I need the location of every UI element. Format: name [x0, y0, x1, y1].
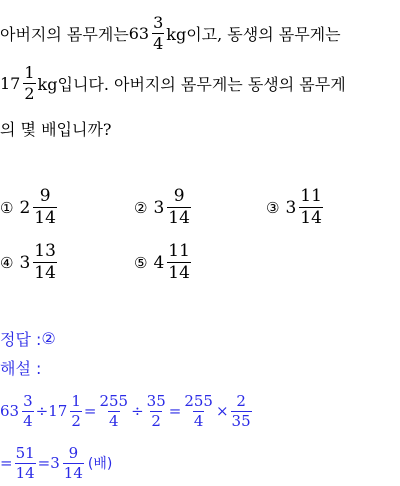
fraction-numerator: 9 [68, 443, 79, 462]
fraction-denominator: 14 [34, 263, 56, 283]
mixed-number-whole: 4 [153, 252, 165, 273]
question-line-3 [0, 116, 112, 140]
fraction-denominator: 4 [108, 411, 119, 430]
fraction [22, 391, 34, 430]
option-3[interactable] [266, 188, 325, 227]
fraction-denominator: 2 [71, 411, 81, 430]
answer-label: 정답 : [0, 329, 42, 349]
fraction [70, 391, 82, 430]
mixed-number-whole: 17 [48, 402, 68, 420]
option-1[interactable] [0, 188, 59, 227]
fraction-denominator: 14 [63, 463, 83, 482]
question-text-3: 의 몇 배입니까? [0, 119, 112, 139]
mixed-number-whole: 63 [0, 402, 20, 420]
equals-sign: = [83, 402, 97, 420]
fraction [23, 62, 35, 103]
fraction-denominator: 14 [168, 208, 190, 228]
fraction-denominator: 4 [23, 411, 33, 430]
explanation-equation-1 [0, 388, 254, 434]
equals-sign: = [168, 402, 182, 420]
fraction-numerator: 1 [24, 62, 35, 82]
fraction [152, 12, 164, 53]
question-line-2 [0, 60, 346, 106]
mixed-number-whole: 2 [19, 197, 31, 218]
option-mark: ② [134, 198, 148, 217]
unit-label: (배) [87, 456, 113, 472]
fraction [63, 443, 84, 482]
fraction-numerator: 13 [34, 241, 56, 261]
question-text-2b: kg입니다. 아버지의 몸무게는 동생의 몸무게 [37, 74, 346, 94]
option-5[interactable] [134, 243, 193, 282]
divide-operator: ÷ [35, 402, 49, 420]
mixed-number-whole: 3 [50, 454, 60, 472]
fraction [183, 391, 214, 430]
fraction-denominator: 2 [24, 83, 35, 103]
fraction-numerator: 255 [184, 391, 213, 410]
fraction-numerator: 255 [99, 391, 129, 410]
fraction-numerator: 11 [168, 241, 190, 261]
fraction-numerator: 3 [23, 391, 33, 410]
fraction-numerator: 2 [236, 391, 246, 410]
fraction-numerator: 35 [146, 391, 166, 410]
mixed-number-whole: 3 [153, 197, 165, 218]
fraction [167, 188, 191, 227]
mixed-number-whole: 3 [19, 252, 31, 273]
fraction [15, 443, 36, 482]
equals-sign: = [37, 454, 51, 472]
explanation-label [0, 356, 41, 378]
answer-line [0, 327, 56, 349]
fraction-denominator: 4 [153, 33, 164, 53]
option-mark: ③ [266, 198, 280, 217]
question-text-1b: kg이고, 동생의 몸무게는 [166, 24, 341, 44]
divide-operator: ÷ [131, 402, 144, 420]
fraction-denominator: 14 [15, 463, 35, 482]
mixed-number-whole: 17 [0, 73, 21, 93]
fraction [231, 391, 252, 430]
mixed-number-whole: 63 [128, 23, 150, 43]
multiply-operator: × [215, 402, 229, 420]
fraction [33, 243, 57, 282]
question-text-1a: 아버지의 몸무게는 [0, 24, 129, 44]
fraction-numerator: 9 [39, 186, 51, 206]
option-mark: ⑤ [134, 253, 148, 272]
answer-value: ② [41, 328, 56, 348]
fraction-numerator: 1 [71, 391, 81, 410]
option-4[interactable] [0, 243, 59, 282]
option-mark: ① [0, 198, 14, 217]
explanation-label-text: 해설 : [0, 358, 42, 378]
option-2[interactable] [134, 188, 193, 227]
explanation-equation-2 [0, 440, 112, 486]
fraction [33, 188, 57, 227]
mixed-number-whole: 3 [285, 197, 297, 218]
fraction-denominator: 14 [168, 263, 190, 283]
option-mark: ④ [0, 253, 14, 272]
fraction [299, 188, 323, 227]
question-line-1 [0, 10, 341, 56]
fraction-numerator: 9 [173, 186, 185, 206]
equals-sign: = [0, 454, 13, 472]
fraction [98, 391, 129, 430]
fraction [146, 391, 167, 430]
fraction-denominator: 14 [300, 208, 322, 228]
fraction-denominator: 4 [193, 411, 204, 430]
fraction [167, 243, 191, 282]
fraction-denominator: 14 [34, 208, 56, 228]
fraction-denominator: 2 [151, 411, 161, 430]
fraction-numerator: 51 [15, 443, 35, 462]
fraction-denominator: 35 [231, 411, 251, 430]
fraction-numerator: 11 [300, 186, 322, 206]
fraction-numerator: 3 [153, 12, 164, 32]
